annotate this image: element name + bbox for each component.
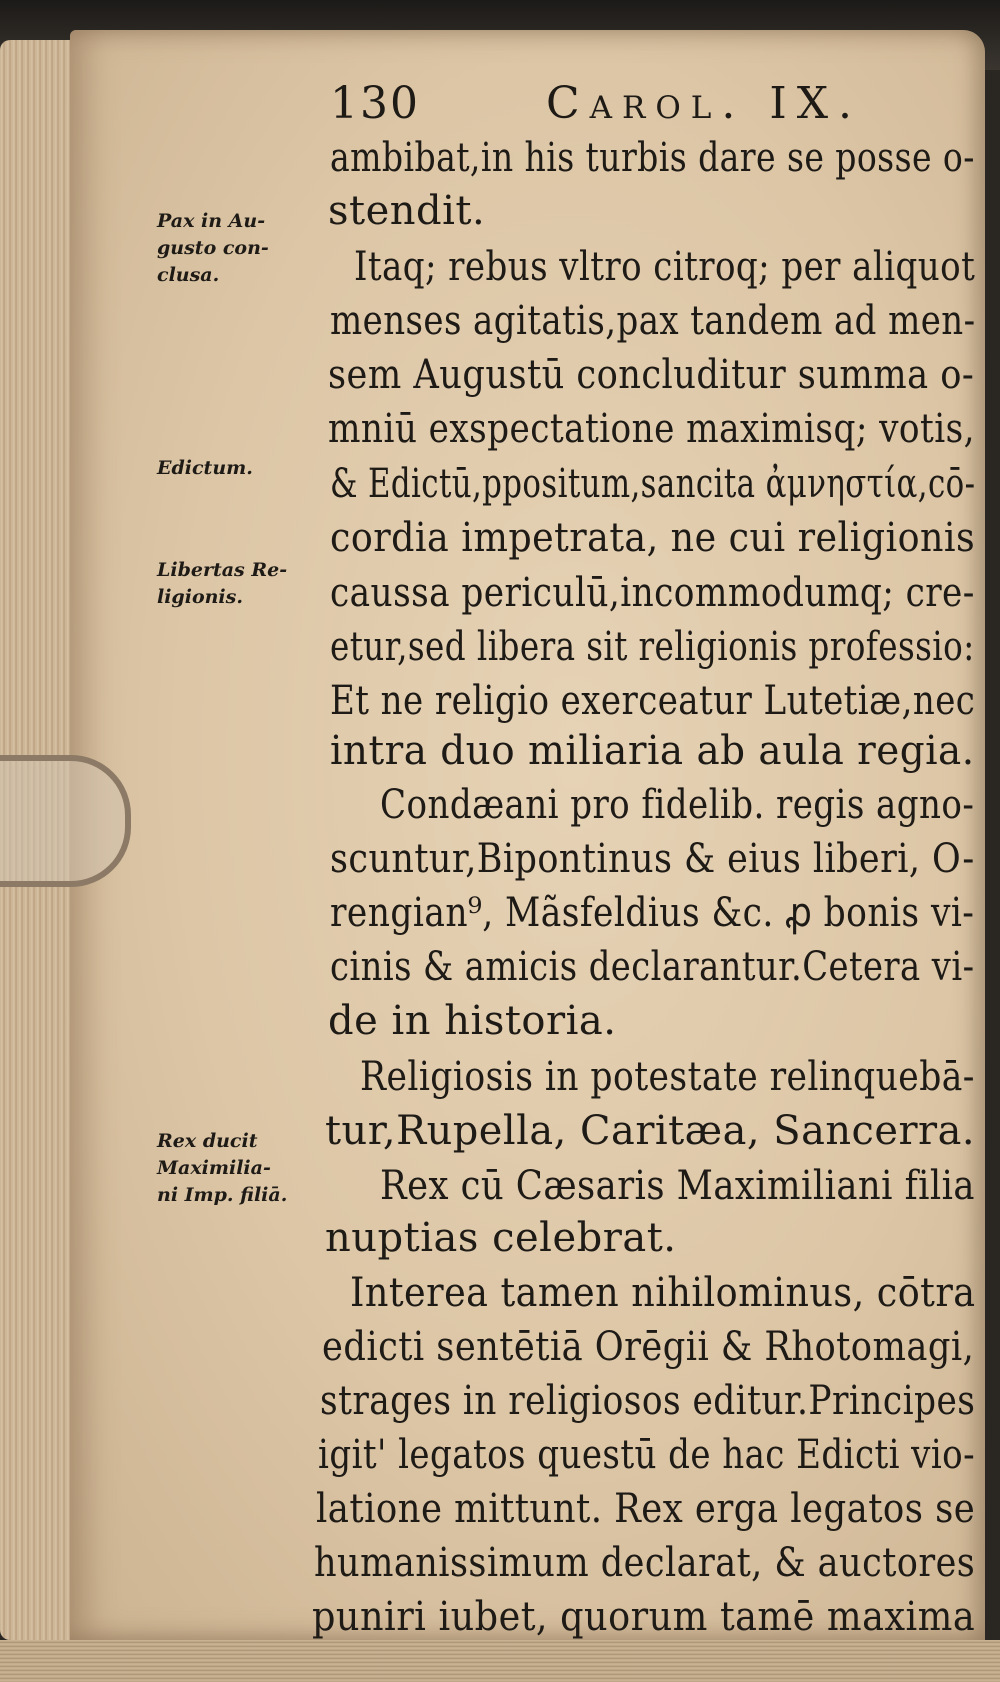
text-line: puniri iubet, quorum tamē maxima	[312, 1594, 976, 1640]
text-line: igit' legatos questū de hac Edicti vio-	[318, 1432, 976, 1478]
text-line: etur,sed libera sit religionis professio:	[330, 624, 975, 670]
margin-note	[157, 1128, 287, 1209]
text-line: & Edictū,ppositum,sancita ἀμνηστία,cō-	[330, 461, 976, 507]
text-line: cordia impetrata, ne cui religionis	[330, 515, 976, 561]
text-line: tur,Rupella, Caritæa, Sancerra.	[325, 1108, 976, 1154]
text-line: cinis & amicis declarantur.Cetera vi-	[330, 944, 975, 990]
margin-note-line: Maximilia-	[157, 1157, 271, 1179]
text-line: latione mittunt. Rex erga legatos se	[316, 1486, 976, 1532]
book-bottom-edges	[0, 1640, 1000, 1682]
page-number: 130	[330, 78, 420, 129]
margin-note-line: Pax in Au-	[157, 210, 266, 232]
running-title: Carol. IX.	[545, 78, 863, 129]
text-line: ambibat,in his turbis dare se posse o-	[330, 135, 975, 181]
text-line: menses agitatis,pax tandem ad men-	[330, 298, 976, 344]
margin-note-line: Libertas Re-	[157, 559, 288, 581]
text-line: scuntur,Bipontinus & eius liberi, O-	[330, 836, 975, 882]
text-line: Rex cū Cæsaris Maximiliani filia	[380, 1163, 975, 1209]
text-line: Condæani pro fidelib. regis agno-	[380, 782, 975, 828]
margin-note	[157, 455, 253, 482]
text-line: edicti sentētiā Orēgii & Rhotomagi,	[322, 1324, 975, 1370]
margin-note-line: ligionis.	[157, 586, 243, 608]
text-line: nuptias celebrat.	[325, 1215, 677, 1261]
text-line: Itaq; rebus vltro citroq; per aliquot	[354, 244, 976, 290]
text-line: strages in religiosos editur.Principes	[320, 1378, 976, 1424]
text-line: humanissimum declarat, & auctores	[314, 1540, 976, 1586]
text-line: sem Augustū concluditur summa o-	[328, 352, 975, 398]
text-line: intra duo miliaria ab aula regia.	[330, 728, 975, 774]
bookmark-ribbon	[0, 755, 131, 887]
text-line: Religiosis in potestate relinquebā-	[360, 1054, 975, 1100]
margin-note-line: clusa.	[157, 264, 220, 286]
margin-note-line: Rex ducit	[157, 1130, 258, 1152]
text-line: rengian⁹, Mãsfeldius &c. ꝓ bonis vi-	[330, 890, 975, 936]
margin-note-line: Edictum.	[157, 457, 253, 479]
margin-note	[157, 557, 287, 611]
text-line: Interea tamen nihilominus, cōtra	[350, 1270, 976, 1316]
margin-note	[157, 208, 269, 289]
margin-note-line: gusto con-	[157, 237, 269, 259]
page-header	[330, 78, 862, 129]
text-line: caussa periculū,incommodumq; cre-	[330, 570, 975, 616]
text-line: mniū exspectatione maximisq; votis,	[328, 406, 975, 452]
text-line: de in historia.	[328, 998, 617, 1044]
margin-note-line: ni Imp. filiā.	[157, 1184, 288, 1206]
text-line: stendit.	[328, 188, 486, 234]
text-line: Et ne religio exerceatur Lutetiæ,nec	[330, 678, 976, 724]
